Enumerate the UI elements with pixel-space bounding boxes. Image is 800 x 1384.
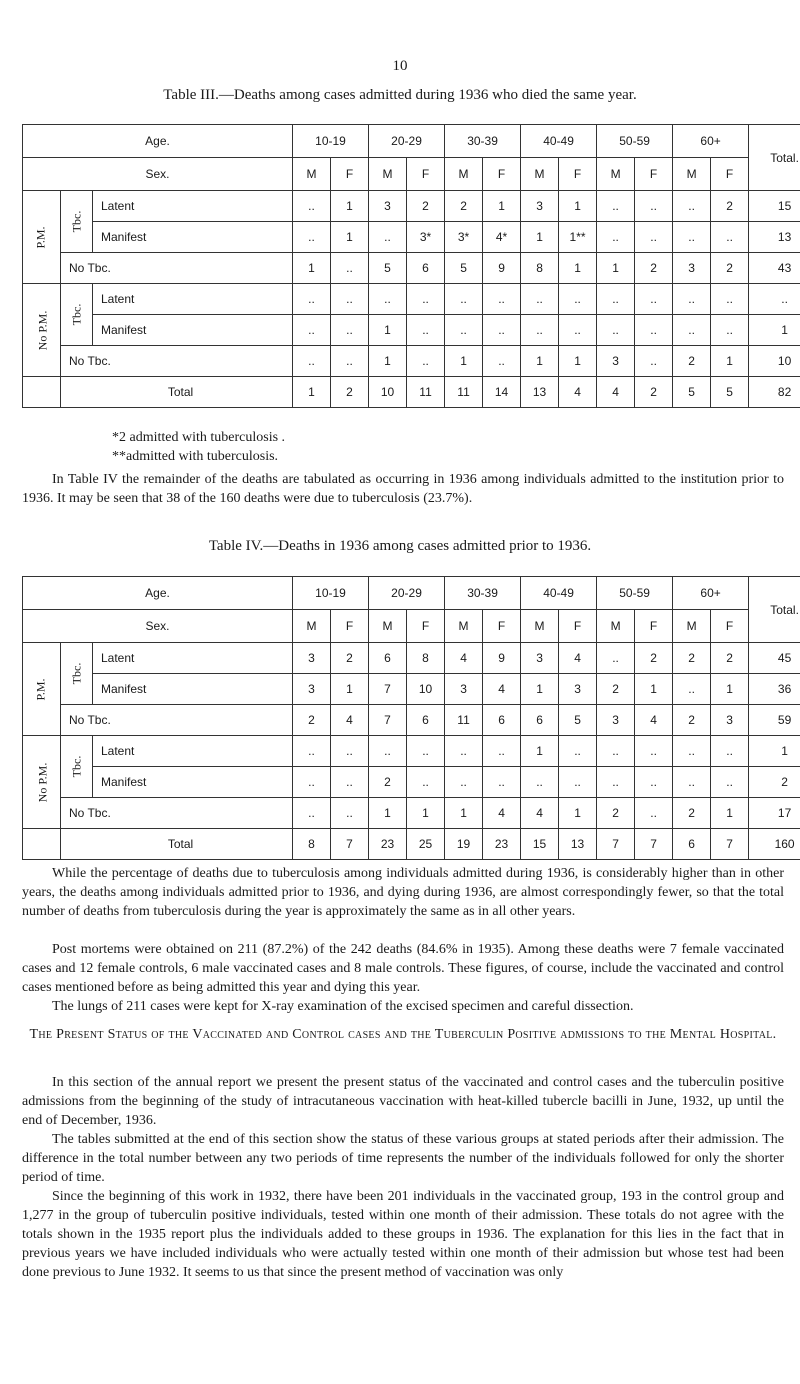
group-pm	[23, 191, 61, 284]
table-cell: 10	[407, 674, 445, 705]
row-label-no-tbc: No Tbc.	[61, 253, 293, 284]
table-cell: 4	[445, 643, 483, 674]
table-cell: 11	[445, 705, 483, 736]
table-cell: 4*	[483, 222, 521, 253]
table-cell: 2	[711, 643, 749, 674]
table-cell: 2	[673, 798, 711, 829]
table-cell: ..	[407, 346, 445, 377]
total-header: Total.	[749, 125, 800, 191]
table-cell: ..	[521, 767, 559, 798]
row-total-cell: 1	[749, 315, 800, 346]
row-label-manifest: Manifest	[93, 767, 293, 798]
sex-f: F	[483, 610, 521, 643]
table-cell: ..	[559, 284, 597, 315]
table-cell: ..	[483, 284, 521, 315]
table-cell: ..	[369, 222, 407, 253]
row-total-cell: 43	[749, 253, 800, 284]
table-cell: 1	[331, 674, 369, 705]
table-cell: 3	[597, 705, 635, 736]
group-tbc-label: Tbc.	[69, 303, 83, 326]
table-cell: 3	[711, 705, 749, 736]
table-cell: 4	[597, 377, 635, 408]
table-3	[22, 124, 800, 408]
sex-m: M	[597, 158, 635, 191]
table-cell: ..	[521, 315, 559, 346]
row-label-latent: Latent	[93, 191, 293, 222]
table-cell: 4	[559, 643, 597, 674]
paragraph: While the percentage of deaths due to tuberculosis among individuals admitted during 1936, is considerably higher than in other years, the deaths among individuals admitted prior to 1936, and dying during 1936, are almost correspondingly fewer, so that the total number of deaths from tuberculosis during the year is approximately the same as in all other years.	[22, 866, 784, 919]
age-group-header: 40-49	[521, 577, 597, 610]
table-cell: 1	[635, 674, 673, 705]
group-tbc	[61, 643, 93, 705]
group-tbc-label: Tbc.	[69, 755, 83, 778]
table-cell: ..	[293, 284, 331, 315]
table-cell: ..	[331, 253, 369, 284]
group-pm-label: P.M.	[33, 225, 48, 249]
table-cell: 3	[293, 643, 331, 674]
table-cell: 5	[369, 253, 407, 284]
table-cell: 3	[521, 191, 559, 222]
table-cell: ..	[597, 315, 635, 346]
group-no-pm	[23, 736, 61, 829]
table-cell: 1	[331, 222, 369, 253]
sex-f: F	[407, 610, 445, 643]
group-tbc-label: Tbc.	[69, 662, 83, 685]
table-cell: 3	[559, 674, 597, 705]
age-group-header: 10-19	[293, 125, 369, 158]
table-cell: 5	[711, 377, 749, 408]
table-cell: 1	[521, 736, 559, 767]
table-cell: 2	[635, 643, 673, 674]
table-cell: ..	[445, 736, 483, 767]
row-total-cell: 10	[749, 346, 800, 377]
sex-m: M	[673, 610, 711, 643]
group-no-pm	[23, 284, 61, 377]
group-pm-label: P.M.	[33, 677, 48, 701]
table-cell: ..	[673, 315, 711, 346]
table-cell: ..	[635, 191, 673, 222]
sex-f: F	[483, 158, 521, 191]
table-cell: 2	[597, 798, 635, 829]
table-cell: 8	[521, 253, 559, 284]
table-cell: ..	[331, 315, 369, 346]
table-cell: 6	[673, 829, 711, 860]
age-group-header: 30-39	[445, 125, 521, 158]
row-label-latent: Latent	[93, 643, 293, 674]
row-label-total: Total	[61, 829, 293, 860]
table-cell: 6	[407, 705, 445, 736]
table-cell: ..	[407, 284, 445, 315]
table-cell: 2	[635, 377, 673, 408]
table-cell: ..	[293, 736, 331, 767]
group-tbc	[61, 284, 93, 346]
table-cell: 14	[483, 377, 521, 408]
table-cell: 2	[635, 253, 673, 284]
sex-f: F	[559, 158, 597, 191]
table-cell: ..	[293, 798, 331, 829]
age-group-header: 50-59	[597, 577, 673, 610]
table-cell: 3*	[445, 222, 483, 253]
table-cell: ..	[635, 315, 673, 346]
table-cell: 4	[483, 674, 521, 705]
sex-m: M	[445, 158, 483, 191]
group-tbc	[61, 736, 93, 798]
age-group-header: 60+	[673, 577, 749, 610]
sex-header: Sex.	[23, 610, 293, 643]
table-cell: ..	[597, 643, 635, 674]
sex-m: M	[293, 610, 331, 643]
sex-m: M	[597, 610, 635, 643]
table-cell: 6	[483, 705, 521, 736]
table-cell: 3	[369, 191, 407, 222]
table-cell: 5	[559, 705, 597, 736]
table-cell: ..	[711, 222, 749, 253]
row-total-cell: 160	[749, 829, 800, 860]
table-cell: ..	[635, 346, 673, 377]
row-label-latent: Latent	[93, 284, 293, 315]
sex-f: F	[331, 158, 369, 191]
table-cell: 7	[711, 829, 749, 860]
table-cell: ..	[673, 284, 711, 315]
table-cell: 2	[711, 253, 749, 284]
table-cell: 2	[369, 767, 407, 798]
table-cell: 2	[331, 643, 369, 674]
table-cell: 11	[445, 377, 483, 408]
sex-m: M	[293, 158, 331, 191]
table-cell: 8	[407, 643, 445, 674]
table-cell: 2	[597, 674, 635, 705]
table-cell: ..	[483, 767, 521, 798]
table-cell: 2	[293, 705, 331, 736]
table-cell: ..	[407, 736, 445, 767]
row-total-cell: 17	[749, 798, 800, 829]
table-cell: ..	[597, 284, 635, 315]
table-cell: 13	[559, 829, 597, 860]
row-label-no-tbc: No Tbc.	[61, 798, 293, 829]
table-cell: ..	[673, 191, 711, 222]
table-cell: 1	[711, 346, 749, 377]
row-label-manifest: Manifest	[93, 315, 293, 346]
table-cell: ..	[673, 674, 711, 705]
table-cell: ..	[597, 222, 635, 253]
paragraph: The lungs of 211 cases were kept for X-ray examination of the excised specimen and careful dissection.	[52, 999, 634, 1014]
table-cell: ..	[711, 284, 749, 315]
row-label-no-tbc: No Tbc.	[61, 705, 293, 736]
table-cell: ..	[559, 736, 597, 767]
table-cell: 4	[483, 798, 521, 829]
table-cell: ..	[331, 284, 369, 315]
table-cell: 15	[521, 829, 559, 860]
paragraph: In this section of the annual report we present the present status of the vaccinated and control cases and the tuberculin positive admissions from the beginning of the study of intracutaneous vaccination with heat-killed tubercle bacilli in June, 1932, up until the end of December, 1936.	[22, 1075, 784, 1128]
table-cell: ..	[331, 767, 369, 798]
table-cell: 1	[369, 315, 407, 346]
sex-m: M	[521, 158, 559, 191]
sex-f: F	[711, 610, 749, 643]
table-cell: ..	[293, 222, 331, 253]
table-cell: 7	[369, 674, 407, 705]
paragraph: Post mortems were obtained on 211 (87.2%) of the 242 deaths (84.6% in 1935). Among these deaths were 7 female vaccinated cases and 12 female controls, 6 male vaccinated cases and 8 male controls. These figures, of course, include the vaccinated and control cases mentioned before as being admitted this year and dying this year.	[22, 942, 784, 995]
table-cell: 1	[331, 191, 369, 222]
sex-f: F	[635, 158, 673, 191]
table-cell: 1	[559, 798, 597, 829]
table-cell: 3	[521, 643, 559, 674]
table-cell: 1	[597, 253, 635, 284]
row-total-cell: 2	[749, 767, 800, 798]
table-cell: ..	[521, 284, 559, 315]
table-cell: 2	[673, 705, 711, 736]
row-total-cell: 15	[749, 191, 800, 222]
row-total-cell: 13	[749, 222, 800, 253]
paragraph: In Table IV the remainder of the deaths are tabulated as occurring in 1936 among individuals admitted to the institution prior to 1936. It may be seen that 38 of the 160 deaths were due to tuberculosis (23.7%).	[22, 472, 784, 506]
table-cell: 4	[331, 705, 369, 736]
table-cell: 7	[635, 829, 673, 860]
footnote-single-star: *2 admitted with tuberculosis .	[112, 430, 286, 445]
table-cell: ..	[293, 346, 331, 377]
total-row-spacer	[23, 377, 61, 408]
table-cell: ..	[635, 222, 673, 253]
group-tbc	[61, 191, 93, 253]
table-cell: 1	[711, 798, 749, 829]
row-total-cell: 59	[749, 705, 800, 736]
table-cell: 1	[559, 191, 597, 222]
table-cell: ..	[635, 736, 673, 767]
sex-header: Sex.	[23, 158, 293, 191]
table-cell: 7	[369, 705, 407, 736]
group-pm	[23, 643, 61, 736]
table-cell: ..	[483, 315, 521, 346]
row-total-cell: 36	[749, 674, 800, 705]
table-cell: ..	[559, 315, 597, 346]
table-cell: 2	[445, 191, 483, 222]
table-cell: 1**	[559, 222, 597, 253]
row-total-cell: 1	[749, 736, 800, 767]
table-cell: 23	[369, 829, 407, 860]
table-cell: ..	[559, 767, 597, 798]
table-cell: 4	[521, 798, 559, 829]
table-cell: ..	[711, 315, 749, 346]
table-cell: 4	[635, 705, 673, 736]
table-4	[22, 576, 800, 860]
table-cell: ..	[293, 191, 331, 222]
table-cell: ..	[635, 767, 673, 798]
table-cell: 1	[407, 798, 445, 829]
age-header: Age.	[23, 577, 293, 610]
table-cell: ..	[673, 767, 711, 798]
sex-m: M	[673, 158, 711, 191]
table-cell: 3	[673, 253, 711, 284]
table-cell: 2	[331, 377, 369, 408]
table-cell: ..	[331, 736, 369, 767]
sex-m: M	[369, 610, 407, 643]
table-cell: 3	[597, 346, 635, 377]
age-group-header: 40-49	[521, 125, 597, 158]
footnote-double-star: **admitted with tuberculosis.	[112, 449, 279, 464]
sex-m: M	[369, 158, 407, 191]
sex-f: F	[331, 610, 369, 643]
table-cell: 23	[483, 829, 521, 860]
table-cell: ..	[597, 736, 635, 767]
section-heading: The Present Status of the Vaccinated and Control cases and the Tuberculin Positive admissions to the Mental Hospital.	[29, 1027, 777, 1042]
table-cell: 1	[711, 674, 749, 705]
table-cell: 6	[407, 253, 445, 284]
table-cell: ..	[635, 284, 673, 315]
table-cell: ..	[483, 736, 521, 767]
age-group-header: 20-29	[369, 125, 445, 158]
table-cell: 1	[483, 191, 521, 222]
table-cell: 2	[711, 191, 749, 222]
footnotes	[112, 428, 285, 466]
table-cell: ..	[407, 767, 445, 798]
table-cell: 3	[445, 674, 483, 705]
table-cell: 13	[521, 377, 559, 408]
table-cell: 1	[445, 798, 483, 829]
table-cell: 3*	[407, 222, 445, 253]
paragraph: Since the beginning of this work in 1932, there have been 201 individuals in the vaccinated group, 193 in the control group and 1,277 in the group of tuberculin positive individuals, tested within one month of their admission. These totals do not agree with the totals shown in the 1935 report plus the individuals added to these groups in 1936. The explanation for this lies in the fact that in previous years we have included individuals who were actually tested within one month of their admission but whose test had been done previous to June 1932. It seems to us that since the present method of vaccination was only	[22, 1189, 784, 1280]
table-cell: ..	[445, 767, 483, 798]
table-cell: 6	[521, 705, 559, 736]
sex-f: F	[407, 158, 445, 191]
table-cell: 1	[445, 346, 483, 377]
sex-m: M	[445, 610, 483, 643]
table-cell: ..	[635, 798, 673, 829]
table-cell: ..	[445, 284, 483, 315]
table-cell: ..	[369, 736, 407, 767]
table-3-caption: Table III.—Deaths among cases admitted during 1936 who died the same year.	[163, 87, 637, 103]
sex-f: F	[711, 158, 749, 191]
table-cell: ..	[293, 315, 331, 346]
sex-f: F	[635, 610, 673, 643]
table-cell: ..	[711, 736, 749, 767]
table-cell: 1	[559, 346, 597, 377]
table-cell: 1	[369, 346, 407, 377]
table-cell: ..	[673, 736, 711, 767]
total-header: Total.	[749, 577, 800, 643]
row-label-latent: Latent	[93, 736, 293, 767]
row-label-manifest: Manifest	[93, 222, 293, 253]
table-cell: ..	[293, 767, 331, 798]
row-label-manifest: Manifest	[93, 674, 293, 705]
row-total-cell: 82	[749, 377, 800, 408]
table-cell: 1	[559, 253, 597, 284]
group-no-pm-label: No P.M.	[35, 762, 50, 802]
group-tbc-label: Tbc.	[69, 210, 83, 233]
table-cell: ..	[407, 315, 445, 346]
table-cell: 2	[673, 346, 711, 377]
table-cell: 9	[483, 643, 521, 674]
table-cell: 7	[597, 829, 635, 860]
total-row-spacer	[23, 829, 61, 860]
age-group-header: 30-39	[445, 577, 521, 610]
table-cell: 1	[293, 253, 331, 284]
age-group-header: 20-29	[369, 577, 445, 610]
row-label-no-tbc: No Tbc.	[61, 346, 293, 377]
age-header: Age.	[23, 125, 293, 158]
table-cell: ..	[483, 346, 521, 377]
age-group-header: 50-59	[597, 125, 673, 158]
table-cell: ..	[369, 284, 407, 315]
table-cell: 4	[559, 377, 597, 408]
age-group-header: 10-19	[293, 577, 369, 610]
age-group-header: 60+	[673, 125, 749, 158]
table-cell: ..	[331, 346, 369, 377]
table-cell: 11	[407, 377, 445, 408]
table-4-caption: Table IV.—Deaths in 1936 among cases admitted prior to 1936.	[208, 538, 592, 554]
table-cell: 10	[369, 377, 407, 408]
row-label-total: Total	[61, 377, 293, 408]
table-cell: 6	[369, 643, 407, 674]
table-cell: ..	[597, 767, 635, 798]
paragraph: The tables submitted at the end of this section show the status of these various groups at stated periods after their admission. The difference in the total number between any two periods of time represents the number of the individuals followed for only the shorter period of time.	[22, 1132, 784, 1185]
group-no-pm-label: No P.M.	[35, 310, 50, 350]
page-number: 10	[392, 58, 408, 74]
table-cell: 1	[293, 377, 331, 408]
table-cell: 1	[369, 798, 407, 829]
table-cell: 5	[445, 253, 483, 284]
table-cell: 2	[407, 191, 445, 222]
table-cell: 7	[331, 829, 369, 860]
table-cell: ..	[673, 222, 711, 253]
table-cell: ..	[711, 767, 749, 798]
table-cell: 5	[673, 377, 711, 408]
table-cell: 25	[407, 829, 445, 860]
table-cell: 1	[521, 222, 559, 253]
table-cell: 1	[521, 674, 559, 705]
table-cell: ..	[445, 315, 483, 346]
table-cell: 9	[483, 253, 521, 284]
sex-m: M	[521, 610, 559, 643]
table-cell: 1	[521, 346, 559, 377]
table-cell: ..	[597, 191, 635, 222]
table-cell: 3	[293, 674, 331, 705]
row-total-cell: 45	[749, 643, 800, 674]
row-total-cell: ..	[749, 284, 800, 315]
table-cell: 8	[293, 829, 331, 860]
table-cell: 2	[673, 643, 711, 674]
sex-f: F	[559, 610, 597, 643]
table-cell: 19	[445, 829, 483, 860]
table-cell: ..	[331, 798, 369, 829]
